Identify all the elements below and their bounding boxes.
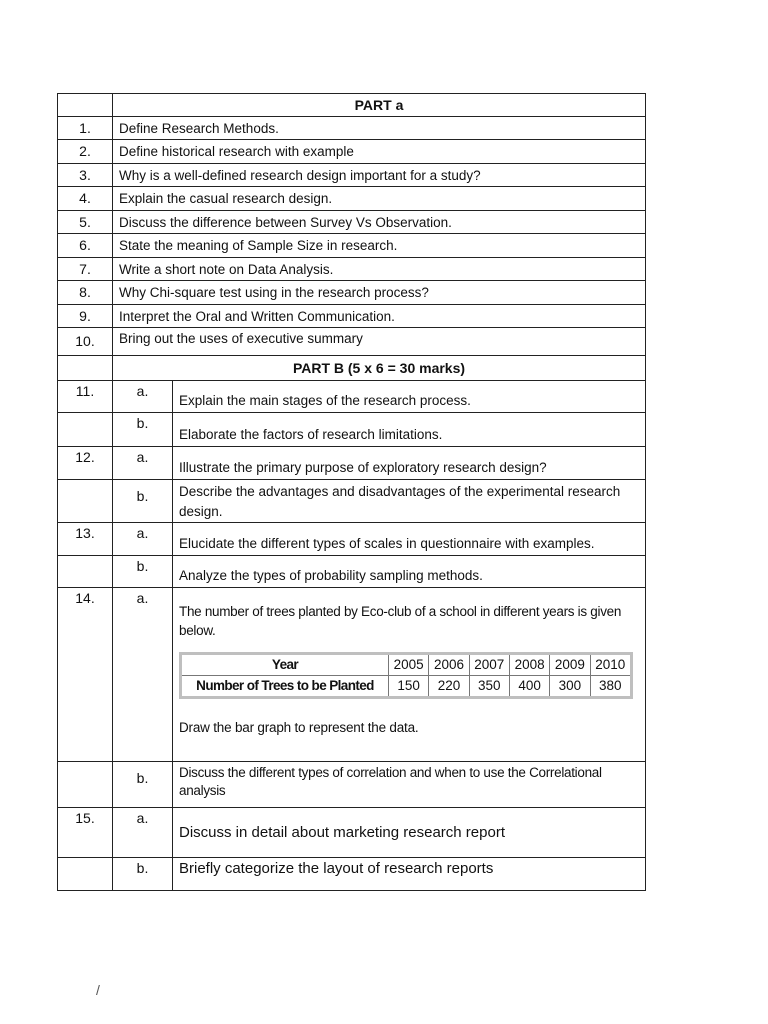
- value-cell: 300: [550, 676, 590, 698]
- question-number: 14.: [58, 588, 113, 762]
- year-cell: 2008: [509, 654, 549, 676]
- blank-cell: [58, 356, 113, 381]
- question-number: 11.: [58, 381, 113, 413]
- blank-cell: [58, 480, 113, 523]
- year-cell: 2005: [389, 654, 429, 676]
- question-number: 8.: [58, 281, 113, 305]
- question-number: 6.: [58, 234, 113, 258]
- question-text: Why Chi-square test using in the research process?: [113, 281, 646, 305]
- sub-label: b.: [113, 480, 173, 523]
- question-text: Elaborate the factors of research limitations.: [173, 413, 646, 447]
- question-text: Define Research Methods.: [113, 117, 646, 140]
- sub-label: a.: [113, 381, 173, 413]
- sub-label: b.: [113, 858, 173, 891]
- question-paper-table: [57, 93, 646, 891]
- question-number: 12.: [58, 447, 113, 480]
- question-text: Interpret the Oral and Written Communication.: [113, 305, 646, 328]
- question-text: Elucidate the different types of scales in questionnaire with examples.: [173, 523, 646, 556]
- question-number: 5.: [58, 211, 113, 234]
- value-cell: 400: [509, 676, 549, 698]
- part-a-heading: PART a: [113, 94, 646, 117]
- sub-label: a.: [113, 447, 173, 480]
- value-cell: 150: [389, 676, 429, 698]
- question-text: Write a short note on Data Analysis.: [113, 258, 646, 281]
- question-number: 3.: [58, 164, 113, 187]
- sub-label: b.: [113, 762, 173, 808]
- year-cell: 2007: [469, 654, 509, 676]
- year-row-label: Year: [181, 654, 389, 676]
- value-cell: 380: [590, 676, 631, 698]
- sub-label: b.: [113, 556, 173, 588]
- question-text: Define historical research with example: [113, 140, 646, 164]
- question-text: State the meaning of Sample Size in research.: [113, 234, 646, 258]
- question-text: Discuss the difference between Survey Vs Observation.: [113, 211, 646, 234]
- blank-cell: [58, 556, 113, 588]
- year-cell: 2006: [429, 654, 469, 676]
- question-text: Describe the advantages and disadvantages of the experimental research design.: [173, 480, 646, 523]
- question-number: 10.: [58, 328, 113, 356]
- question-text: Explain the casual research design.: [113, 187, 646, 211]
- question-instruction: Draw the bar graph to represent the data.: [179, 720, 419, 735]
- question-text: Explain the main stages of the research process.: [173, 381, 646, 413]
- question-text: Discuss in detail about marketing research report: [173, 808, 646, 858]
- question-number: 4.: [58, 187, 113, 211]
- blank-cell: [58, 762, 113, 808]
- question-text: Discuss the different types of correlation and when to use the Correlational analysis: [173, 762, 646, 808]
- tree-planting-data-table: [179, 652, 633, 699]
- trees-row-label: Number of Trees to be Planted: [181, 676, 389, 698]
- sub-label: a.: [113, 588, 173, 762]
- question-14a-cell: [173, 588, 646, 762]
- value-cell: 350: [469, 676, 509, 698]
- value-cell: 220: [429, 676, 469, 698]
- question-text: The number of trees planted by Eco-club of a school in different years is given below.: [179, 604, 622, 638]
- question-number: 13.: [58, 523, 113, 556]
- sub-label: b.: [113, 413, 173, 447]
- question-number: 1.: [58, 117, 113, 140]
- question-text: Bring out the uses of executive summary: [113, 328, 646, 356]
- footer-mark: /: [96, 982, 100, 998]
- sub-label: a.: [113, 808, 173, 858]
- part-b-heading: PART B (5 x 6 = 30 marks): [113, 356, 646, 381]
- question-number: 15.: [58, 808, 113, 858]
- year-cell: 2010: [590, 654, 631, 676]
- year-cell: 2009: [550, 654, 590, 676]
- question-number: 7.: [58, 258, 113, 281]
- sub-label: a.: [113, 523, 173, 556]
- question-number: 9.: [58, 305, 113, 328]
- question-text: Briefly categorize the layout of research reports: [173, 858, 646, 891]
- question-text: Analyze the types of probability sampling methods.: [173, 556, 646, 588]
- blank-cell: [58, 413, 113, 447]
- question-number: 2.: [58, 140, 113, 164]
- blank-cell: [58, 858, 113, 891]
- blank-cell: [58, 94, 113, 117]
- question-text: Illustrate the primary purpose of exploratory research design?: [173, 447, 646, 480]
- question-text: Why is a well-defined research design important for a study?: [113, 164, 646, 187]
